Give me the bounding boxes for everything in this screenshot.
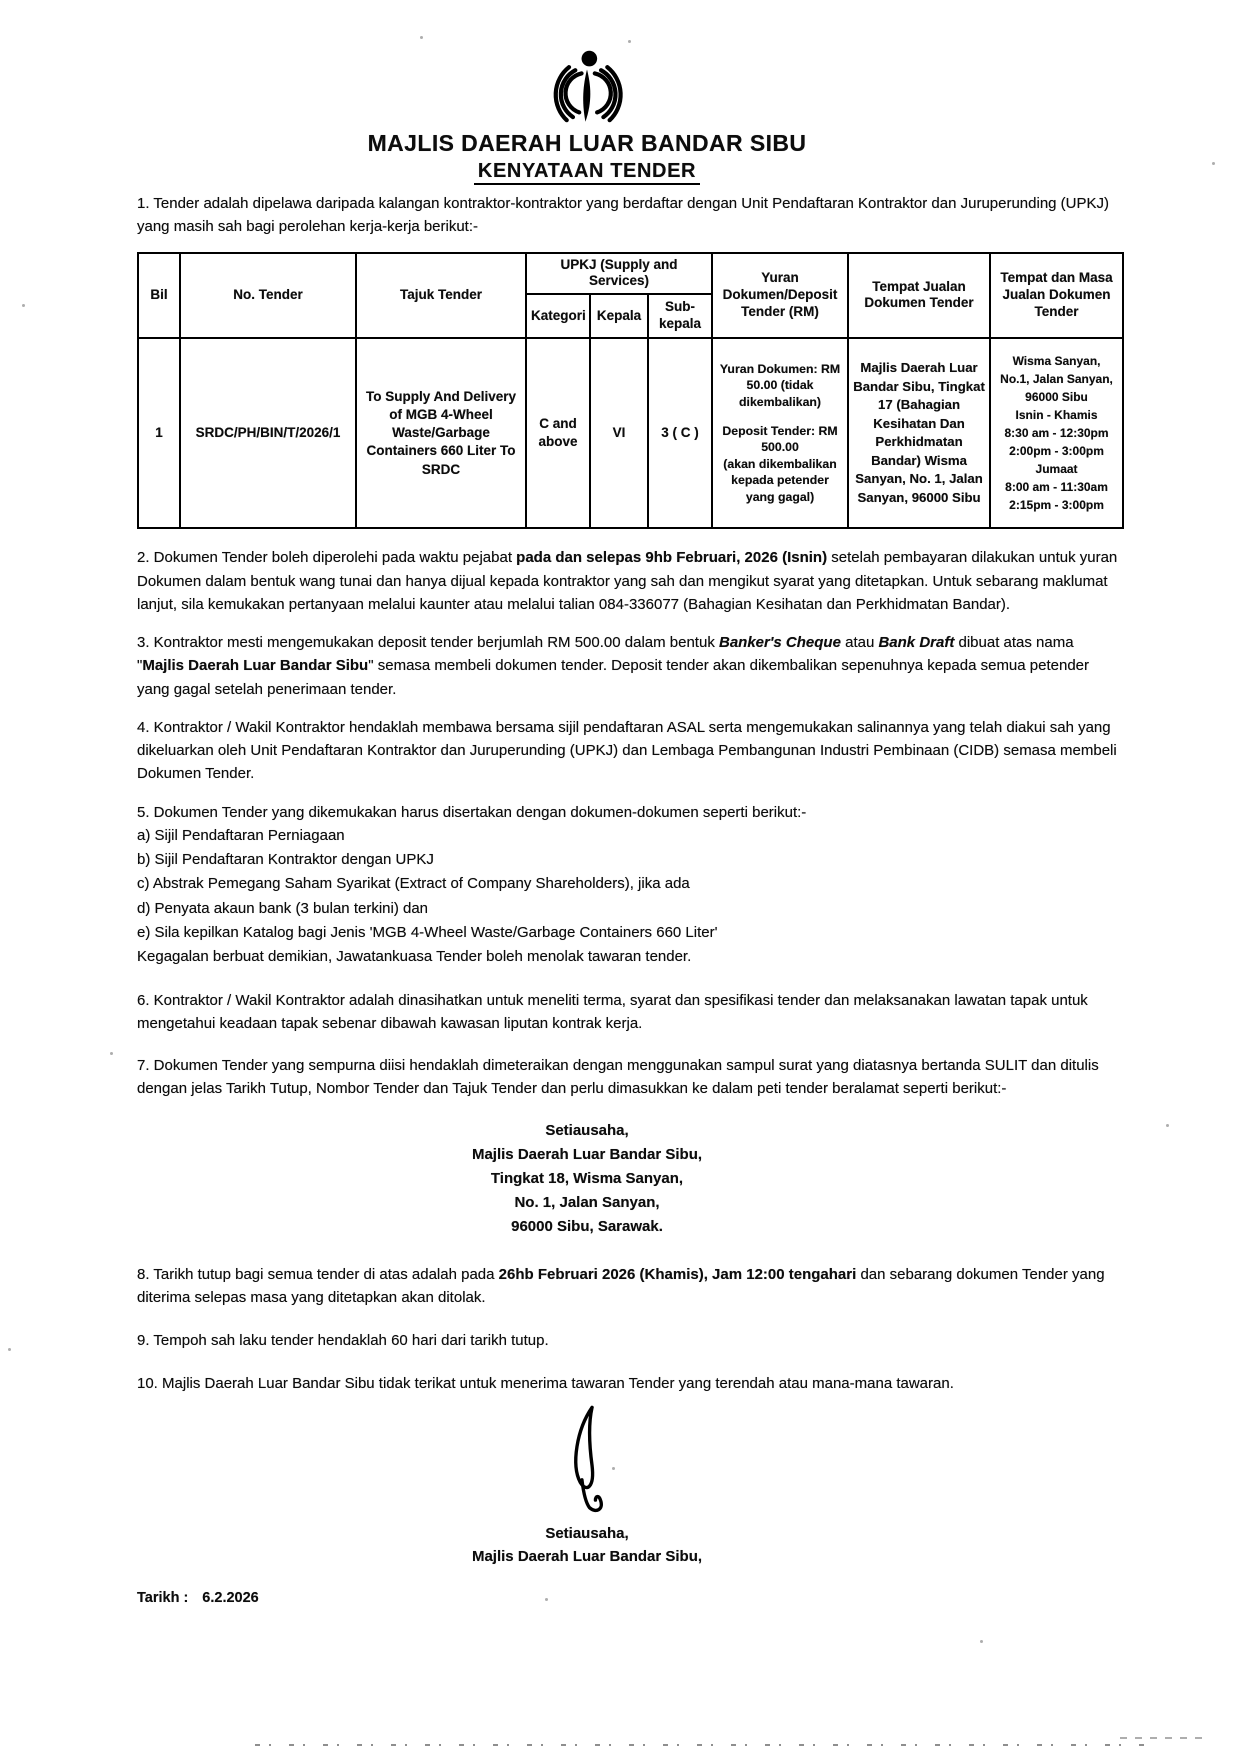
scan-noise-dot	[110, 1052, 113, 1055]
scan-noise-dot	[1212, 162, 1215, 165]
list-item-a: a) Sijil Pendaftaran Perniagaan	[137, 826, 345, 844]
list-item-b: b) Sijil Pendaftaran Kontraktor dengan UPKJ	[137, 851, 434, 869]
paragraph-10: 10. Majlis Daerah Luar Bandar Sibu tidak terikat untuk menerima tawaran Tender yang terendah atau mana-mana tawaran.	[137, 1375, 954, 1393]
paragraph-5-intro: 5. Dokumen Tender yang dikemukakan harus disertakan dengan dokumen-dokumen seperti berikut:-	[137, 803, 807, 821]
masa-line: No.1, Jalan Sanyan,	[1000, 372, 1113, 387]
tender-box-address	[137, 1119, 1037, 1239]
col-header-no-tender: No. Tender	[180, 253, 356, 339]
scan-noise-dot	[545, 1598, 548, 1601]
bankers-cheque-text: Banker's Cheque	[718, 634, 841, 651]
col-header-tajuk-tender: Tajuk Tender	[356, 253, 526, 339]
scan-noise-dot	[628, 40, 631, 43]
col-header-yuran: Yuran Dokumen/Deposit Tender (RM)	[712, 253, 848, 339]
scan-noise-dot	[612, 1467, 615, 1470]
scan-noise-line	[255, 1744, 1145, 1746]
address-line: Setiausaha,	[545, 1121, 629, 1139]
masa-line: 2:15pm - 3:00pm	[1009, 498, 1104, 513]
paragraph-7: 7. Dokumen Tender yang sempurna diisi hendaklah dimeteraikan dengan menggunakan sampul surat yang diatasnya bertanda SULIT dan ditulis dengan jelas Tarikh Tutup, Nombor Tender dan Tajuk Tender dan perlu dimasukkan ke dalam peti tender beralamat seperti berikut:-	[137, 1057, 1099, 1098]
document-title-text: KENYATAAN TENDER	[474, 160, 700, 185]
council-logo	[137, 50, 1037, 128]
paragraph-8-text: dan sebarang dokumen Tender yang diterima selepas masa yang ditetapkan akan ditolak.	[137, 1265, 1105, 1306]
document-content	[137, 0, 1122, 1606]
paragraph-2-text: setelah pembayaran dilakukan untuk yuran Dokumen dalam bentuk wang tunai dan hanya dijual kepada kontraktor yang sah dan mengikut syarat yang ditetapkan. Untuk sebarang maklumat lanjut, sila kemukakan pertanyaan melalui kaunter atau melalui talian 084-336077 (Bahagian Kesihatan dan Perkhidmatan Bandar).	[137, 549, 1118, 613]
document-header	[137, 50, 1037, 183]
address-line: Tingkat 18, Wisma Sanyan,	[490, 1169, 684, 1187]
list-item-c: c) Abstrak Pemegang Saham Syarikat (Extract of Company Shareholders), jika ada	[137, 875, 690, 893]
date-line	[137, 1590, 1122, 1606]
list-item-d: d) Penyata akaun bank (3 bulan terkini) dan	[137, 899, 429, 917]
cell-bil: 1	[138, 338, 180, 528]
paragraph-4: 4. Kontraktor / Wakil Kontraktor hendaklah membawa bersama sijil pendaftaran ASAL serta mengemukakan salinannya yang telah diakui sah yang dikeluarkan oleh Unit Pendaftaran Kontraktor dan Juruperunding (UPKJ) dan Lembaga Pembangunan Industri Pembinaan (CIDB) semasa membeli Dokumen Tender.	[137, 718, 1117, 783]
paragraph-3-text: " semasa membeli dokumen tender. Deposit tender akan dikembalikan sepenuhnya kepada semua petender yang gagal setelah penerimaan tender.	[137, 657, 1090, 698]
col-header-tempat-masa: Tempat dan Masa Jualan Dokumen Tender	[990, 253, 1123, 339]
address-line: No. 1, Jalan Sanyan,	[514, 1193, 660, 1211]
tender-table	[137, 252, 1124, 530]
scan-noise-line	[1120, 1737, 1210, 1739]
signatory-org: Majlis Daerah Luar Bandar Sibu,	[471, 1547, 703, 1565]
cell-tempat-masa	[990, 338, 1123, 528]
paragraph-6: 6. Kontraktor / Wakil Kontraktor adalah dinasihatkan untuk meneliti terma, syarat dan spesifikasi tender dan melaksanakan lawatan tapak untuk mengetahui keadaan tapak sebenar dibawah kawasan liputan kontrak kerja.	[137, 991, 1088, 1032]
cell-sub-kepala: 3 ( C )	[648, 338, 712, 528]
col-header-upkj: UPKJ (Supply and Services)	[526, 253, 712, 295]
cell-tempat-jualan: Majlis Daerah Luar Bandar Sibu, Tingkat 17 (Bahagian Kesihatan Dan Perkhidmatan Bandar) Wisma Sanyan, No. 1, Jalan Sanyan, 96000 Sibu	[848, 338, 990, 528]
table-row	[138, 338, 1123, 528]
cell-yuran-deposit	[712, 338, 848, 528]
handwritten-signature-icon	[557, 1404, 617, 1522]
masa-line: Wisma Sanyan,	[1012, 354, 1101, 369]
deposit-note-text: (akan dikembalikan kepada petender yang gagal)	[723, 456, 837, 505]
col-header-sub-kepala: Sub-kepala	[648, 294, 712, 338]
masa-line: 96000 Sibu	[1025, 390, 1088, 405]
scan-noise-dot	[22, 304, 25, 307]
cell-no-tender: SRDC/PH/BIN/T/2026/1	[180, 338, 356, 528]
signature-area	[137, 1404, 1037, 1522]
address-line: 96000 Sibu, Sarawak.	[511, 1217, 663, 1235]
date-label: Tarikh :	[137, 1590, 189, 1607]
cell-tajuk-tender: To Supply And Delivery of MGB 4-Wheel Waste/Garbage Containers 660 Liter To SRDC	[356, 338, 526, 528]
col-header-tempat-jualan: Tempat Jualan Dokumen Tender	[848, 253, 990, 339]
masa-line: Jumaat	[1035, 462, 1078, 477]
masa-line: 2:00pm - 3:00pm	[1009, 444, 1104, 459]
paragraph-2-text: 2. Dokumen Tender boleh diperolehi pada waktu pejabat	[137, 549, 517, 567]
scan-noise-dot	[8, 1348, 11, 1351]
scan-noise-dot	[980, 1640, 983, 1643]
closing-date-bold: 26hb Februari 2026 (Khamis), Jam 12:00 tengahari	[498, 1265, 857, 1283]
org-title: MAJLIS DAERAH LUAR BANDAR SIBU	[367, 130, 807, 156]
masa-line: 8:30 am - 12:30pm	[1004, 426, 1109, 441]
col-header-bil: Bil	[138, 253, 180, 339]
paragraph-8-text: 8. Tarikh tutup bagi semua tender di atas adalah pada	[137, 1265, 499, 1283]
scan-noise-dot	[420, 36, 423, 39]
paragraph-2	[137, 546, 1122, 616]
cell-kepala: VI	[590, 338, 648, 528]
signatory-title: Setiausaha,	[545, 1524, 629, 1542]
council-name-bold: Majlis Daerah Luar Bandar Sibu	[142, 657, 369, 675]
closing-signatory	[137, 1522, 1037, 1569]
date-value: 6.2.2026	[202, 1590, 259, 1607]
council-emblem-icon	[543, 50, 631, 128]
deposit-tender-text: Deposit Tender: RM 500.00	[722, 423, 838, 455]
paragraph-2-bold-date: pada dan selepas 9hb Februari, 2026 (Isnin)	[516, 549, 828, 567]
scan-noise-dot	[1166, 1124, 1169, 1127]
address-line: Majlis Daerah Luar Bandar Sibu,	[471, 1145, 703, 1163]
bank-draft-text: Bank Draft	[878, 634, 955, 651]
masa-line: 8:00 am - 11:30am	[1005, 480, 1108, 495]
yuran-dokumen-text: Yuran Dokumen: RM 50.00 (tidak dikembalikan)	[719, 361, 841, 410]
cell-kategori: C and above	[526, 338, 590, 528]
paragraph-3-text: 3. Kontraktor mesti mengemukakan deposit tender berjumlah RM 500.00 dalam bentuk	[137, 634, 719, 651]
masa-line: Isnin - Khamis	[1015, 408, 1098, 423]
paragraph-9: 9. Tempoh sah laku tender hendaklah 60 hari dari tarikh tutup.	[137, 1332, 549, 1350]
paragraph-3-text: dibuat atas nama "	[137, 634, 1074, 675]
paragraph-8	[137, 1263, 1122, 1310]
col-header-kategori: Kategori	[526, 294, 590, 338]
paragraph-5-outro: Kegagalan berbuat demikian, Jawatankuasa Tender boleh menolak tawaran tender.	[137, 948, 692, 966]
col-header-kepala: Kepala	[590, 294, 648, 338]
list-item-e: e) Sila kepilkan Katalog bagi Jenis 'MGB 4-Wheel Waste/Garbage Containers 660 Liter'	[137, 923, 718, 941]
paragraph-3-text: atau	[840, 634, 879, 651]
paragraph-1: 1. Tender adalah dipelawa daripada kalangan kontraktor-kontraktor yang berdaftar dengan Unit Pendaftaran Kontraktor dan Juruperunding (UPKJ) yang masih sah bagi perolehan kerja-kerja berikut:-	[137, 195, 1110, 236]
document-title	[137, 160, 1037, 183]
paragraph-3	[137, 631, 1122, 701]
